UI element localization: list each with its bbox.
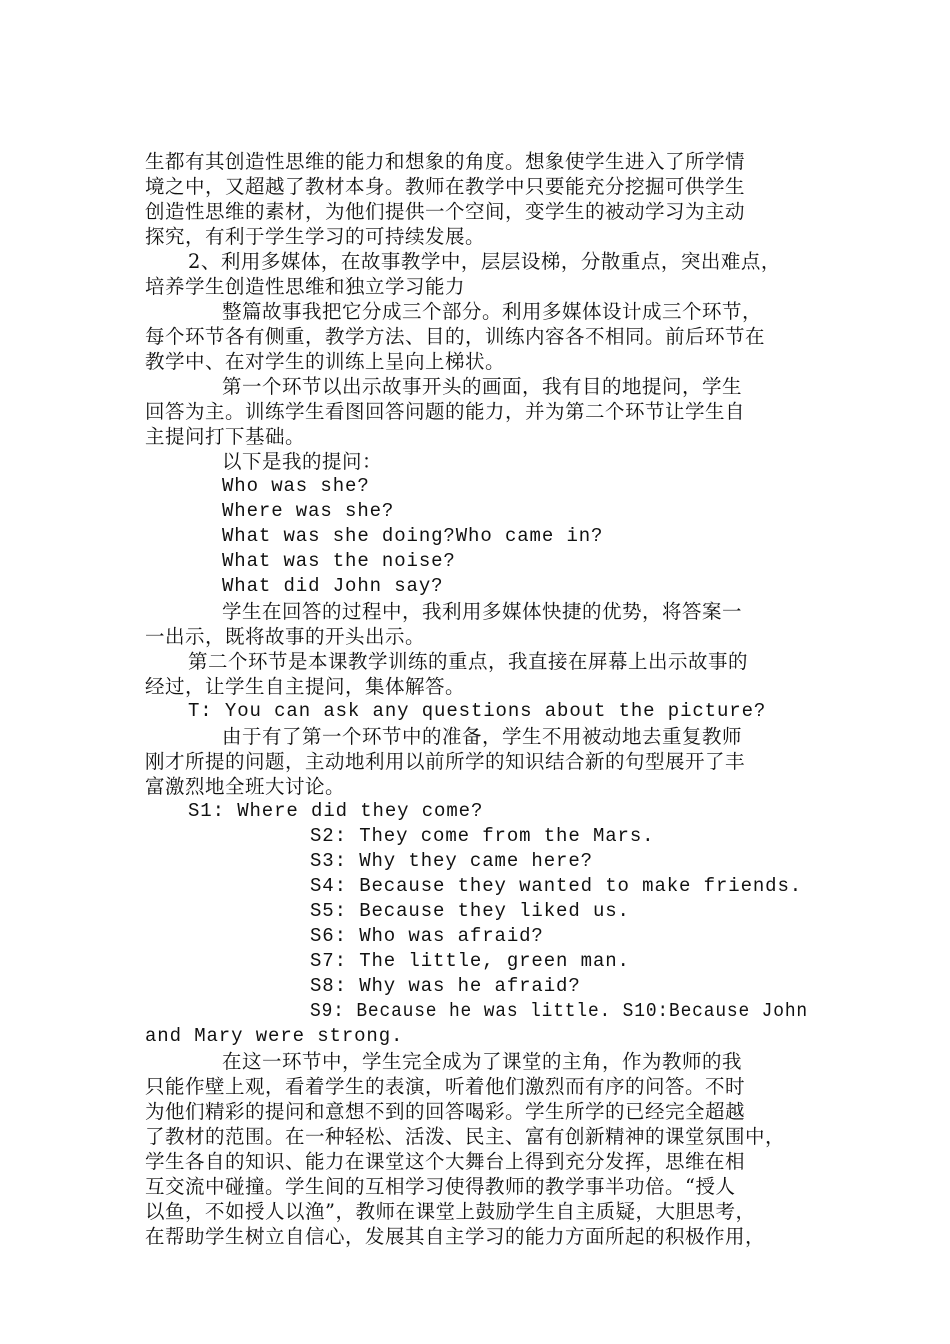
question-line: What was she doing?Who came in? (222, 525, 604, 547)
text-line: 在这一环节中，学生完全成为了课堂的主角，作为教师的我 (222, 1050, 743, 1073)
text-line: 为他们精彩的提问和意想不到的回答喝彩。学生所学的已经完全超越 (145, 1100, 746, 1123)
text-line: 在帮助学生树立自信心，发展其自主学习的能力方面所起的积极作用， (145, 1225, 766, 1248)
text-line: 主提问打下基础。 (145, 425, 306, 448)
dialogue-line: S1: Where did they come? (188, 800, 484, 822)
text-line: 互交流中碰撞。学生间的互相学习使得教师的教学事半功倍。“授人 (145, 1175, 736, 1198)
text-line: 了教材的范围。在一种轻松、活泼、民主、富有创新精神的课堂氛围中， (145, 1125, 786, 1148)
dialogue-line: T: You can ask any questions about the picture? (188, 700, 767, 722)
dialogue-line: and Mary were strong. (145, 1025, 404, 1047)
question-line: Where was she? (222, 500, 395, 522)
text-line: 刚才所提的问题，主动地利用以前所学的知识结合新的句型展开了丰 (145, 750, 746, 773)
dialogue-line: S2: They come from the Mars. (310, 825, 655, 847)
question-line: What was the noise? (222, 550, 456, 572)
dialogue-line: S7: The little, green man. (310, 950, 630, 972)
dialogue-line: S3: Why they came here? (310, 850, 593, 872)
text-line: 由于有了第一个环节中的准备，学生不用被动地去重复教师 (222, 725, 743, 748)
text-line: 经过，让学生自主提问，集体解答。 (145, 675, 466, 698)
dialogue-line: S4: Because they wanted to make friends. (310, 875, 803, 897)
text-line: 每个环节各有侧重，教学方法、目的，训练内容各不相同。前后环节在 (145, 325, 766, 348)
dialogue-line: S5: Because they liked us. (310, 900, 630, 922)
dialogue-line: S6: Who was afraid? (310, 925, 544, 947)
text-line: 第一个环节以出示故事开头的画面，我有目的地提问，学生 (222, 375, 743, 398)
text-line: 只能作壁上观，看着学生的表演，听着他们激烈而有序的问答。不时 (145, 1075, 746, 1098)
text-line: 第二个环节是本课教学训练的重点，我直接在屏幕上出示故事的 (188, 650, 749, 673)
text-line: 教学中、在对学生的训练上呈向上梯状。 (145, 350, 506, 373)
text-line: 学生在回答的过程中，我利用多媒体快捷的优势，将答案一 (222, 600, 743, 623)
question-line: Who was she? (222, 475, 370, 497)
text-line: 富激烈地全班大讨论。 (145, 775, 346, 798)
text-line: 创造性思维的素材，为他们提供一个空间，变学生的被动学习为主动 (145, 200, 746, 223)
text-line: 2、利用多媒体，在故事教学中，层层设梯，分散重点，突出难点， (188, 250, 781, 273)
text-line: 以下是我的提问： (222, 450, 383, 473)
dialogue-line: S8: Why was he afraid? (310, 975, 581, 997)
text-line: 一出示，既将故事的开头出示。 (145, 625, 426, 648)
text-line: 境之中，又超越了教材本身。教师在教学中只要能充分挖掘可供学生 (145, 175, 746, 198)
text-line: 学生各自的知识、能力在课堂这个大舞台上得到充分发挥，思维在相 (145, 1150, 746, 1173)
question-line: What did John say? (222, 575, 444, 597)
dialogue-line: S9: Because he was little. S10:Because John (310, 1000, 808, 1022)
text-line: 培养学生创造性思维和独立学习能力 (145, 275, 466, 298)
text-line: 探究，有利于学生学习的可持续发展。 (145, 225, 486, 248)
text-line: 以鱼，不如授人以渔”，教师在课堂上鼓励学生自主质疑，大胆思考， (145, 1200, 756, 1223)
text-line: 回答为主。训练学生看图回答问题的能力，并为第二个环节让学生自 (145, 400, 746, 423)
text-line: 生都有其创造性思维的能力和想象的角度。想象使学生进入了所学情 (145, 150, 746, 173)
text-line: 整篇故事我把它分成三个部分。利用多媒体设计成三个环节， (222, 300, 763, 323)
